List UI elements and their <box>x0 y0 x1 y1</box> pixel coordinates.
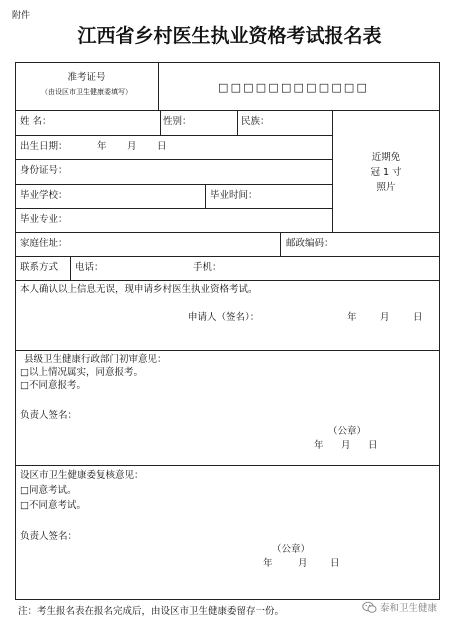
row-divider <box>15 280 440 281</box>
address-label: 家庭住址： <box>20 238 68 249</box>
ethnicity-label: 民族： <box>241 116 270 127</box>
county-option-approve[interactable]: □以上情况属实，同意报考。 <box>20 367 143 378</box>
declaration-day: 日 <box>413 312 423 323</box>
wechat-chat-icon <box>362 601 377 614</box>
col-divider <box>280 232 281 256</box>
attachment-label: 附件 <box>12 11 31 21</box>
name-label: 姓 名： <box>20 116 52 127</box>
exam-number-note: （由设区市卫生健康委填写） <box>41 88 132 96</box>
declaration-year: 年 <box>347 312 357 323</box>
city-day: 日 <box>330 558 340 569</box>
city-seal-label: （公章） <box>272 544 311 555</box>
postcode-label: 邮政编码： <box>286 238 334 249</box>
col-divider <box>237 110 238 135</box>
row-divider <box>15 184 332 185</box>
watermark-text: 泰和卫生健康 <box>380 603 438 614</box>
row-divider <box>15 350 440 351</box>
birthdate-label: 出生日期： <box>20 141 68 152</box>
city-year: 年 <box>263 558 273 569</box>
mobile-label: 手机： <box>193 262 222 273</box>
city-signer-label: 负责人签名： <box>20 531 78 542</box>
birth-month-label: 月 <box>127 141 137 152</box>
phone-label: 电话： <box>75 262 104 273</box>
row-divider <box>15 208 332 209</box>
col-divider <box>70 256 71 280</box>
col-divider <box>160 110 161 135</box>
city-month: 月 <box>298 558 308 569</box>
photo-placeholder: 近期免 冠 1 寸 照片 <box>370 152 402 193</box>
applicant-signature-label: 申请人（签名）： <box>188 312 260 323</box>
form-title: 江西省乡村医生执业资格考试报名表 <box>77 25 382 47</box>
row-divider <box>15 232 440 233</box>
row-divider <box>15 256 440 257</box>
birth-day-label: 日 <box>157 141 167 152</box>
city-option-approve[interactable]: □同意考试。 <box>20 485 77 496</box>
col-divider <box>332 110 333 232</box>
gender-label: 性别： <box>163 116 192 127</box>
col-divider <box>205 184 206 208</box>
county-year: 年 <box>314 440 324 451</box>
city-option-reject[interactable]: □不同意考试。 <box>20 500 86 511</box>
major-label: 毕业专业： <box>20 214 68 225</box>
declaration-month: 月 <box>380 312 390 323</box>
footer-note: 注：考生报名表在报名完成后，由设区市卫生健康委留存一份。 <box>18 606 285 617</box>
exam-number-label: 准考证号 <box>67 72 106 83</box>
county-review-title: 县级卫生健康行政部门初审意见： <box>24 354 167 365</box>
watermark <box>362 600 437 614</box>
birth-year-label: 年 <box>97 141 107 152</box>
county-seal-label: （公章） <box>328 426 367 437</box>
exam-number-input[interactable]: □□□□□□□□□□□□ <box>218 81 370 94</box>
row-divider <box>15 135 332 136</box>
county-day: 日 <box>368 440 378 451</box>
registration-form-table <box>15 62 440 600</box>
id-number-label: 身份证号： <box>20 165 68 176</box>
contact-label: 联系方式 <box>20 262 59 273</box>
school-label: 毕业学校： <box>20 190 68 201</box>
county-signer-label: 负责人签名： <box>20 410 78 421</box>
col-divider <box>158 62 159 110</box>
city-review-title: 设区市卫生健康委复核意见： <box>20 470 144 481</box>
row-divider <box>15 159 332 160</box>
declaration-statement: 本人确认以上信息无误，现申请乡村医生执业资格考试。 <box>20 284 258 295</box>
county-month: 月 <box>341 440 351 451</box>
row-divider <box>15 465 440 466</box>
grad-time-label: 毕业时间： <box>210 190 258 201</box>
county-option-reject[interactable]: □不同意报考。 <box>20 380 86 391</box>
row-divider <box>15 110 440 111</box>
